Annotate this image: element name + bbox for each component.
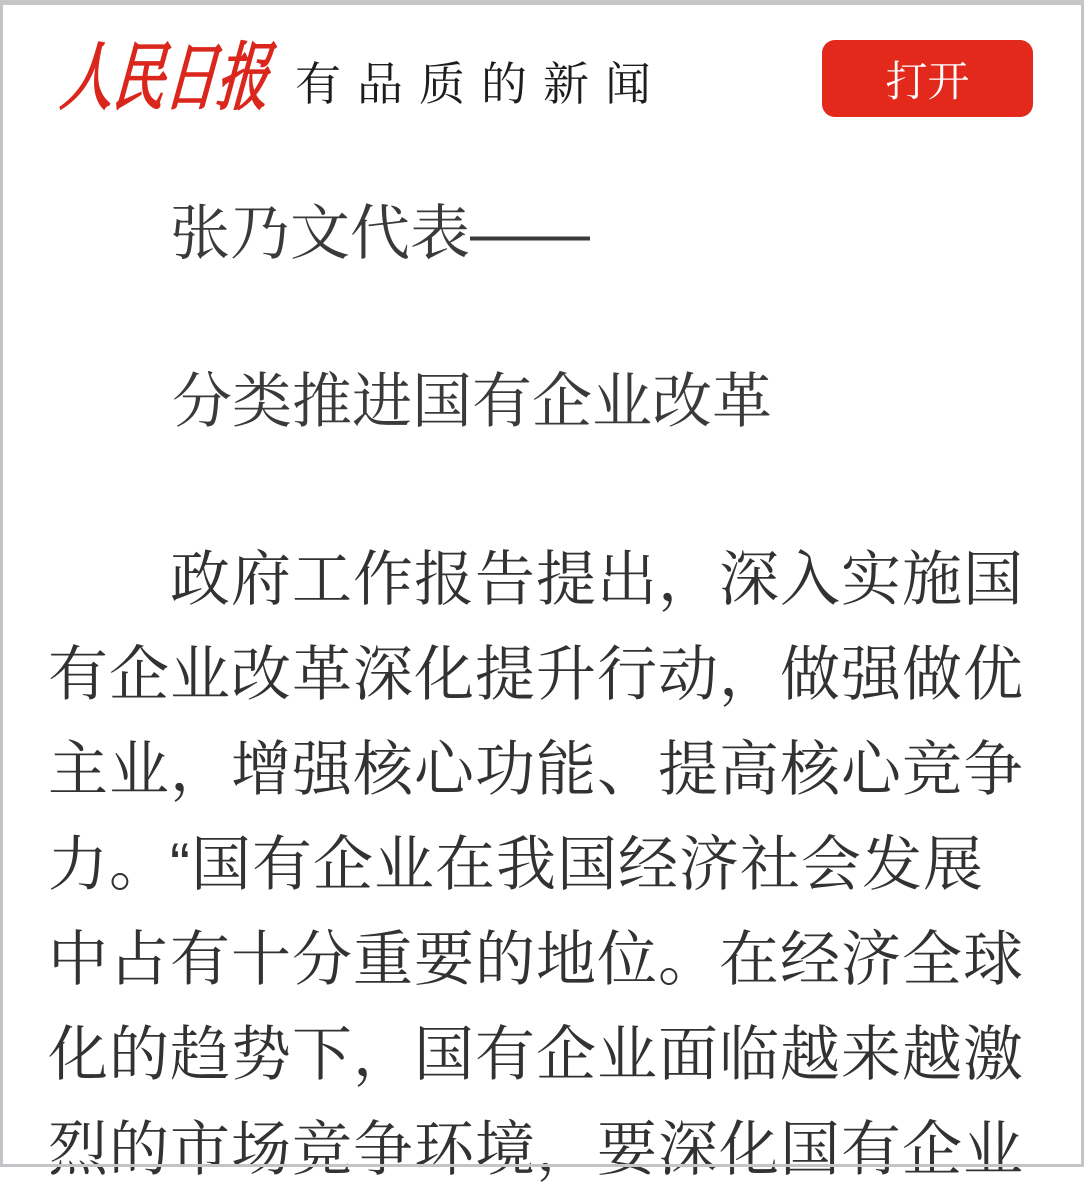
- people-daily-logo: 人民日报: [57, 35, 274, 121]
- article-body-line: 主业，增强核心功能、提高核心竞争: [48, 736, 1024, 803]
- article-body-line: 烈的市场竞争环境，要深化国有企业: [48, 1116, 1024, 1183]
- article-body: [48, 532, 1038, 1197]
- article-body-line: 政府工作报告提出，深入实施国: [170, 546, 1024, 613]
- article-body-line: 力。“国有企业在我国经济社会发展: [48, 831, 984, 898]
- article-body-line: 中占有十分重要的地位。在经济全球: [48, 926, 1024, 993]
- article-title: 张乃文代表——: [170, 200, 590, 267]
- banner-tagline: 有品质的新闻: [295, 58, 667, 110]
- app-banner: [0, 0, 1084, 158]
- article-body-line: 有企业改革深化提升行动，做强做优: [48, 641, 1024, 708]
- article-body-line: 化的趋势下，国有企业面临越来越激: [48, 1021, 1024, 1088]
- open-app-button[interactable]: 打开: [822, 40, 1033, 117]
- article-subtitle: 分类推进国有企业改革: [172, 368, 772, 435]
